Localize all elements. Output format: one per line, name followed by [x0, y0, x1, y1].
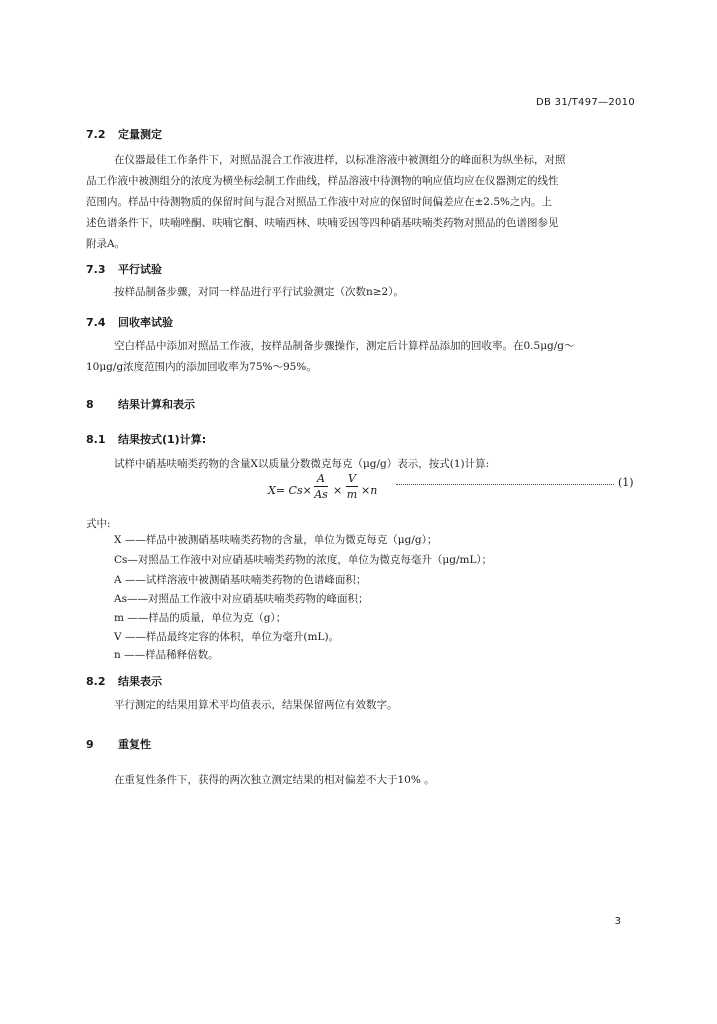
- definition-as: As——对照品工作液中对应硝基呋喃类药物的峰面积；: [114, 593, 369, 605]
- fraction-v-over-m: [346, 472, 358, 501]
- section-8-heading: [86, 396, 195, 412]
- section-8-1-intro: 试样中硝基呋喃类药物的含量X以质量分数微克每克（μg/g）表示，按式(1)计算:: [114, 458, 490, 470]
- numerator: A: [317, 472, 325, 485]
- section-8-1-heading: [86, 431, 206, 447]
- section-title: 结果按式(1)计算:: [118, 433, 207, 446]
- section-number: 7.4: [86, 316, 106, 329]
- section-7-2-line-3: 范围内。样品中待测物质的保留时间与混合对照品工作液中对应的保留时间偏差应在±2.5%之内。上: [86, 196, 552, 208]
- numerator: V: [348, 472, 356, 485]
- standard-code: DB 31/T497—2010: [536, 97, 635, 108]
- formula-lhs: X= Cs×: [268, 484, 312, 497]
- section-number: 8.1: [86, 433, 106, 446]
- fraction-a-over-as: [314, 472, 328, 501]
- times-sign: ×: [333, 484, 343, 497]
- section-title: 结果计算和表示: [118, 398, 195, 411]
- section-title: 重复性: [118, 738, 151, 751]
- leader-dots: [396, 484, 614, 485]
- denominator: m: [346, 488, 358, 501]
- page-number: 3: [614, 916, 621, 927]
- definition-x: X ——样品中被测硝基呋喃类药物的含量，单位为微克每克（μg/g）；: [114, 534, 438, 546]
- section-7-2-line-1: 在仪器最佳工作条件下，对照品混合工作液进样，以标准溶液中被测组分的峰面积为纵坐标，对照: [114, 154, 566, 166]
- section-7-2-line-4: 述色谱条件下，呋喃唑酮、呋喃它酮、呋喃西林、呋喃妥因等四种硝基呋喃类药物对照品的色谱图参见: [86, 217, 559, 229]
- section-9-text: 在重复性条件下，获得的两次独立测定结果的相对偏差不大于10% 。: [114, 774, 435, 786]
- section-title: 定量测定: [118, 128, 162, 141]
- section-9-heading: [86, 736, 151, 752]
- section-7-2-heading: [86, 126, 162, 142]
- where-label: 式中:: [86, 518, 111, 530]
- section-title: 结果表示: [118, 675, 162, 688]
- definition-v: V ——样品最终定容的体积，单位为毫升(mL)。: [114, 631, 340, 643]
- section-7-4-heading: [86, 314, 173, 330]
- definition-n: n ——样品稀释倍数。: [114, 649, 219, 661]
- formula-1: [268, 472, 638, 512]
- section-number: 8.2: [86, 675, 106, 688]
- denominator: As: [314, 488, 328, 501]
- section-7-3-heading: [86, 261, 162, 277]
- equation-number: (1): [618, 476, 634, 489]
- section-number: 7.2: [86, 128, 106, 141]
- section-7-4-line-2: 10μg/g浓度范围内的添加回收率为75%～95%。: [86, 361, 317, 373]
- section-7-3-text: 按样品制备步骤，对同一样品进行平行试验测定（次数n≥2）。: [114, 286, 404, 298]
- section-7-2-line-2: 品工作液中被测组分的浓度为横坐标绘制工作曲线，样品溶液中待测物的响应值均应在仪器测定的线性: [86, 175, 559, 187]
- section-number: 8: [86, 398, 94, 411]
- definition-m: m ——样品的质量，单位为克（g）；: [114, 612, 287, 624]
- section-7-4-line-1: 空白样品中添加对照品工作液，按样品制备步骤操作，测定后计算样品添加的回收率。在0.5μg/g～: [114, 340, 575, 352]
- section-title: 平行试验: [118, 263, 162, 276]
- section-7-2-line-5: 附录A。: [86, 238, 126, 250]
- section-8-2-text: 平行测定的结果用算术平均值表示，结果保留两位有效数字。: [114, 699, 398, 711]
- definition-cs: Cs—对照品工作液中对应硝基呋喃类药物的浓度，单位为微克每毫升（μg/mL）；: [114, 554, 493, 566]
- section-number: 9: [86, 738, 94, 751]
- definition-a: A ——试样溶液中被测硝基呋喃类药物的色谱峰面积；: [114, 574, 367, 586]
- section-number: 7.3: [86, 263, 106, 276]
- formula-tail: ×n: [361, 484, 378, 497]
- section-8-2-heading: [86, 673, 162, 689]
- section-title: 回收率试验: [118, 316, 173, 329]
